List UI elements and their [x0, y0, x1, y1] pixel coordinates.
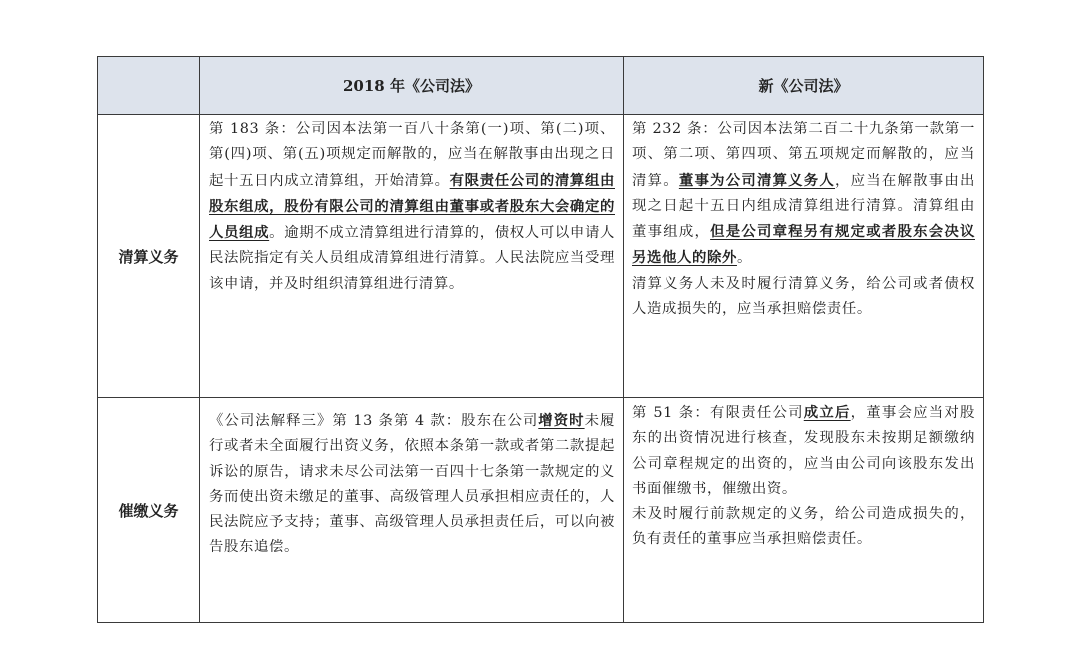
old-law-cell	[200, 398, 624, 623]
old-law-plain-text: 。逾期不成立清算组进行清算的，债权人可以申请人民法院指定有关人员组成清算组进行清算。人民法院应当受理该申请，并及时组织清算组进行清算。	[209, 225, 615, 292]
old-law-emphasis: 增资时	[538, 412, 585, 429]
new-law-paragraph	[632, 400, 975, 502]
new-law-plain-text: 第 232 条：公司因本法第二百二十九条第一款第一项、第二项、第四项、第五项规定而解散的，应当清算。	[632, 121, 975, 189]
new-law-paragraph: 清算义务人未及时履行清算义务，给公司或者债权人造成损失的，应当承担赔偿责任。	[632, 275, 975, 318]
row-label-liquidation: 清算义务	[98, 115, 200, 398]
new-law-plain-text: ，董事会应当对股东的出资情况进行核查，发现股东未按期足额缴纳公司章程规定的出资的，应当由公司向该股东发出书面催缴书，催缴出资。	[632, 405, 975, 497]
new-law-plain-text: ，应当在解散事由出现之日起十五日内组成清算组进行清算。清算组由董事组成，	[632, 172, 975, 241]
new-law-paragraph	[632, 117, 975, 272]
new-law-cell	[624, 398, 984, 623]
new-law-paragraph: 未及时履行前款规定的义务，给公司造成损失的，负有责任的董事应当承担赔偿责任。	[632, 506, 975, 548]
new-law-emphasis: 董事为公司清算义务人	[678, 171, 836, 189]
old-law-emphasis: 有限责任公司的清算组由股东组成，股份有限公司的清算组由董事或者股东大会确定的人员组成	[209, 171, 615, 242]
old-law-text	[200, 115, 623, 297]
new-law-emphasis: 成立后	[803, 404, 851, 421]
table-row	[98, 398, 984, 623]
old-law-plain-text: 未履行或者未全面履行出资义务，依照本条第一款或者第二款提起诉讼的原告，请求未尽公司法第一百四十七条第一款规定的义务而使出资未缴足的董事、高级管理人员承担相应责任的，人民法院应予支持；董事、高级管理人员承担责任后，可以向被告股东追偿。	[209, 413, 615, 556]
law-comparison-table	[97, 56, 984, 623]
new-law-text	[624, 115, 983, 322]
new-law-plain-text: 第 51 条：有限责任公司	[632, 405, 804, 421]
header-old-law: 2018 年《公司法》	[200, 57, 624, 115]
old-law-plain-text: 第 183 条：公司因本法第一百八十条第(一)项、第(二)项、第(四)项、第(五)项规定而解散的，应当在解散事由出现之日起十五日内成立清算组，开始清算。	[209, 121, 615, 189]
old-law-cell	[200, 115, 624, 398]
header-new-law: 新《公司法》	[624, 57, 984, 115]
old-law-paragraph	[209, 408, 615, 561]
old-law-plain-text: 《公司法解释三》第 13 条第 4 款：股东在公司	[209, 413, 539, 429]
new-law-emphasis: 但是公司章程另有规定或者股东会决议另选他人的除外	[632, 223, 975, 267]
table-row	[98, 115, 984, 398]
table-header-row	[98, 57, 984, 115]
new-law-cell	[624, 115, 984, 398]
header-blank-cell	[98, 57, 200, 115]
new-law-text	[624, 398, 983, 553]
new-law-plain-text: 。	[736, 250, 752, 267]
old-law-text	[200, 398, 623, 561]
old-law-paragraph	[209, 117, 615, 297]
row-label-capital-call: 催缴义务	[98, 398, 200, 623]
